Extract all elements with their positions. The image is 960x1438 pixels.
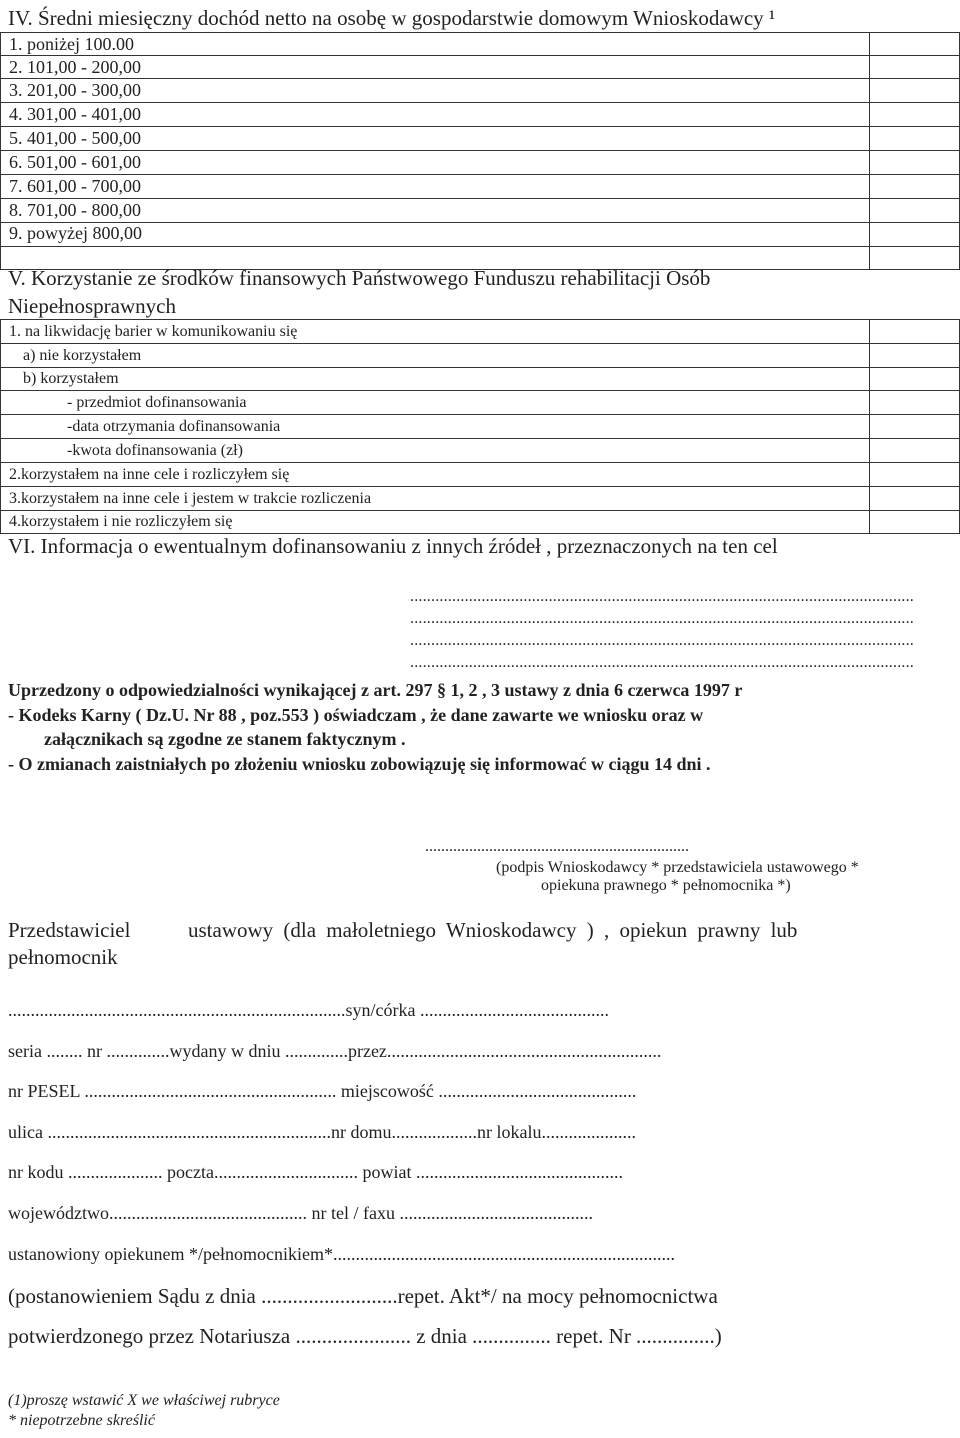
pfron-detail: -kwota dofinansowania (zł) xyxy=(67,441,243,459)
income-checkbox[interactable] xyxy=(870,223,960,247)
income-option: 7. 601,00 - 700,00 xyxy=(9,176,141,196)
pfron-checkbox[interactable] xyxy=(870,320,960,344)
pfron-option: 1. na likwidację barier w komunikowaniu się xyxy=(9,322,298,340)
field-line-street[interactable]: ulica ...............................................................nr domu...................nr lokalu..................... xyxy=(8,1122,636,1142)
pfron-table xyxy=(0,319,960,534)
section-4-heading: IV. Średni miesięczny dochód netto na osobę w gospodarstwie domowym Wnioskodawcy ¹ xyxy=(8,6,776,30)
income-checkbox[interactable] xyxy=(870,56,960,79)
pfron-checkbox[interactable] xyxy=(870,463,960,487)
income-table xyxy=(0,32,960,270)
field-line-province[interactable]: województwo............................................ nr tel / faxu ........................................... xyxy=(8,1203,593,1223)
representative-type: ustawowy (dla małoletniego Wnioskodawcy ) , opiekun prawny lub xyxy=(188,918,798,942)
dotted-line[interactable]: ........................................................................................................................ xyxy=(410,654,914,671)
signature-caption: opiekuna prawnego * pełnomocnika *) xyxy=(541,877,791,894)
field-line-id[interactable]: seria ........ nr ..............wydany w dniu ..............przez............................................................. xyxy=(8,1041,662,1061)
representative-label: Przedstawiciel xyxy=(8,918,131,942)
income-checkbox[interactable] xyxy=(870,79,960,103)
field-line-notary[interactable]: potwierdzonego przez Notariusza ...................... z dnia ............... repet. Nr ...............) xyxy=(8,1324,722,1348)
pfron-detail: - przedmiot dofinansowania xyxy=(67,393,247,411)
section-5-heading-cont: Niepełnosprawnych xyxy=(8,294,176,318)
dotted-line[interactable]: ........................................................................................................................ xyxy=(410,632,914,649)
pfron-option: 3.korzystałem na inne cele i jestem w trakcie rozliczenia xyxy=(9,489,372,507)
field-line-pesel[interactable]: nr PESEL ........................................................ miejscowość ............................................ xyxy=(8,1081,637,1101)
pfron-field[interactable] xyxy=(870,391,960,415)
income-option: 6. 501,00 - 601,00 xyxy=(9,152,141,172)
signature-field[interactable]: .................................................................. xyxy=(425,838,689,855)
income-option: 9. powyżej 800,00 xyxy=(9,223,142,243)
signature-caption: (podpis Wnioskodawcy * przedstawiciela ustawowego * xyxy=(496,859,859,876)
declaration-line: Uprzedzony o odpowiedzialności wynikającej z art. 297 § 1, 2 , 3 ustawy z dnia 6 czerwca 1997 r xyxy=(8,680,743,700)
declaration-line: - O zmianach zaistniałych po złożeniu wniosku zobowiązuję się informować w ciągu 14 dni . xyxy=(8,754,711,774)
pfron-checkbox[interactable] xyxy=(870,368,960,391)
pfron-option: 2.korzystałem na inne cele i rozliczyłem się xyxy=(9,465,290,483)
section-6-heading: VI. Informacja o ewentualnym dofinansowaniu z innych źródeł , przeznaczonych na ten cel xyxy=(8,534,778,558)
income-checkbox[interactable] xyxy=(870,151,960,175)
dotted-line[interactable]: ........................................................................................................................ xyxy=(410,610,914,627)
pfron-checkbox[interactable] xyxy=(870,487,960,511)
pfron-field[interactable] xyxy=(870,415,960,439)
income-checkbox[interactable] xyxy=(870,199,960,223)
income-option: 1. poniżej 100.00 xyxy=(9,33,134,54)
field-line-appointed[interactable]: ustanowiony opiekunem */pełnomocnikiem*............................................................................ xyxy=(8,1244,675,1264)
income-option: 8. 701,00 - 800,00 xyxy=(9,200,141,220)
field-line-postcode[interactable]: nr kodu ..................... poczta................................ powiat .............................................. xyxy=(8,1162,623,1182)
pfron-option: a) nie korzystałem xyxy=(23,346,142,364)
pfron-option: b) korzystałem xyxy=(23,370,119,387)
income-option: 3. 201,00 - 300,00 xyxy=(9,80,141,100)
field-line-court[interactable]: (postanowieniem Sądu z dnia ..........................repet. Akt*/ na mocy pełnomocnictwa xyxy=(8,1284,718,1308)
income-option: 5. 401,00 - 500,00 xyxy=(9,128,141,148)
pfron-detail: -data otrzymania dofinansowania xyxy=(67,417,281,435)
income-checkbox[interactable] xyxy=(870,103,960,127)
income-checkbox[interactable] xyxy=(870,175,960,199)
income-option: 2. 101,00 - 200,00 xyxy=(9,56,141,77)
representative-label: pełnomocnik xyxy=(8,945,118,969)
section-5-heading: V. Korzystanie ze środków finansowych Państwowego Funduszu rehabilitacji Osób xyxy=(8,266,711,290)
income-checkbox[interactable] xyxy=(870,33,960,56)
dotted-line[interactable]: ........................................................................................................................ xyxy=(410,588,914,605)
declaration-line: załącznikach są zgodne ze stanem faktycznym . xyxy=(44,729,406,749)
pfron-checkbox[interactable] xyxy=(870,511,960,534)
footnote: * niepotrzebne skreślić xyxy=(8,1412,155,1429)
pfron-checkbox[interactable] xyxy=(870,344,960,368)
declaration-line: - Kodeks Karny ( Dz.U. Nr 88 , poz.553 ) oświadczam , że dane zawarte we wniosku oraz w xyxy=(8,705,704,725)
pfron-field[interactable] xyxy=(870,439,960,463)
income-checkbox[interactable] xyxy=(870,127,960,151)
income-option: 4. 301,00 - 401,00 xyxy=(9,104,141,124)
field-line-child[interactable]: ...........................................................................syn/córka .......................................... xyxy=(8,1000,609,1020)
pfron-option: 4.korzystałem i nie rozliczyłem się xyxy=(9,513,233,530)
footnote: (1)proszę wstawić X we właściwej rubryce xyxy=(8,1392,280,1409)
